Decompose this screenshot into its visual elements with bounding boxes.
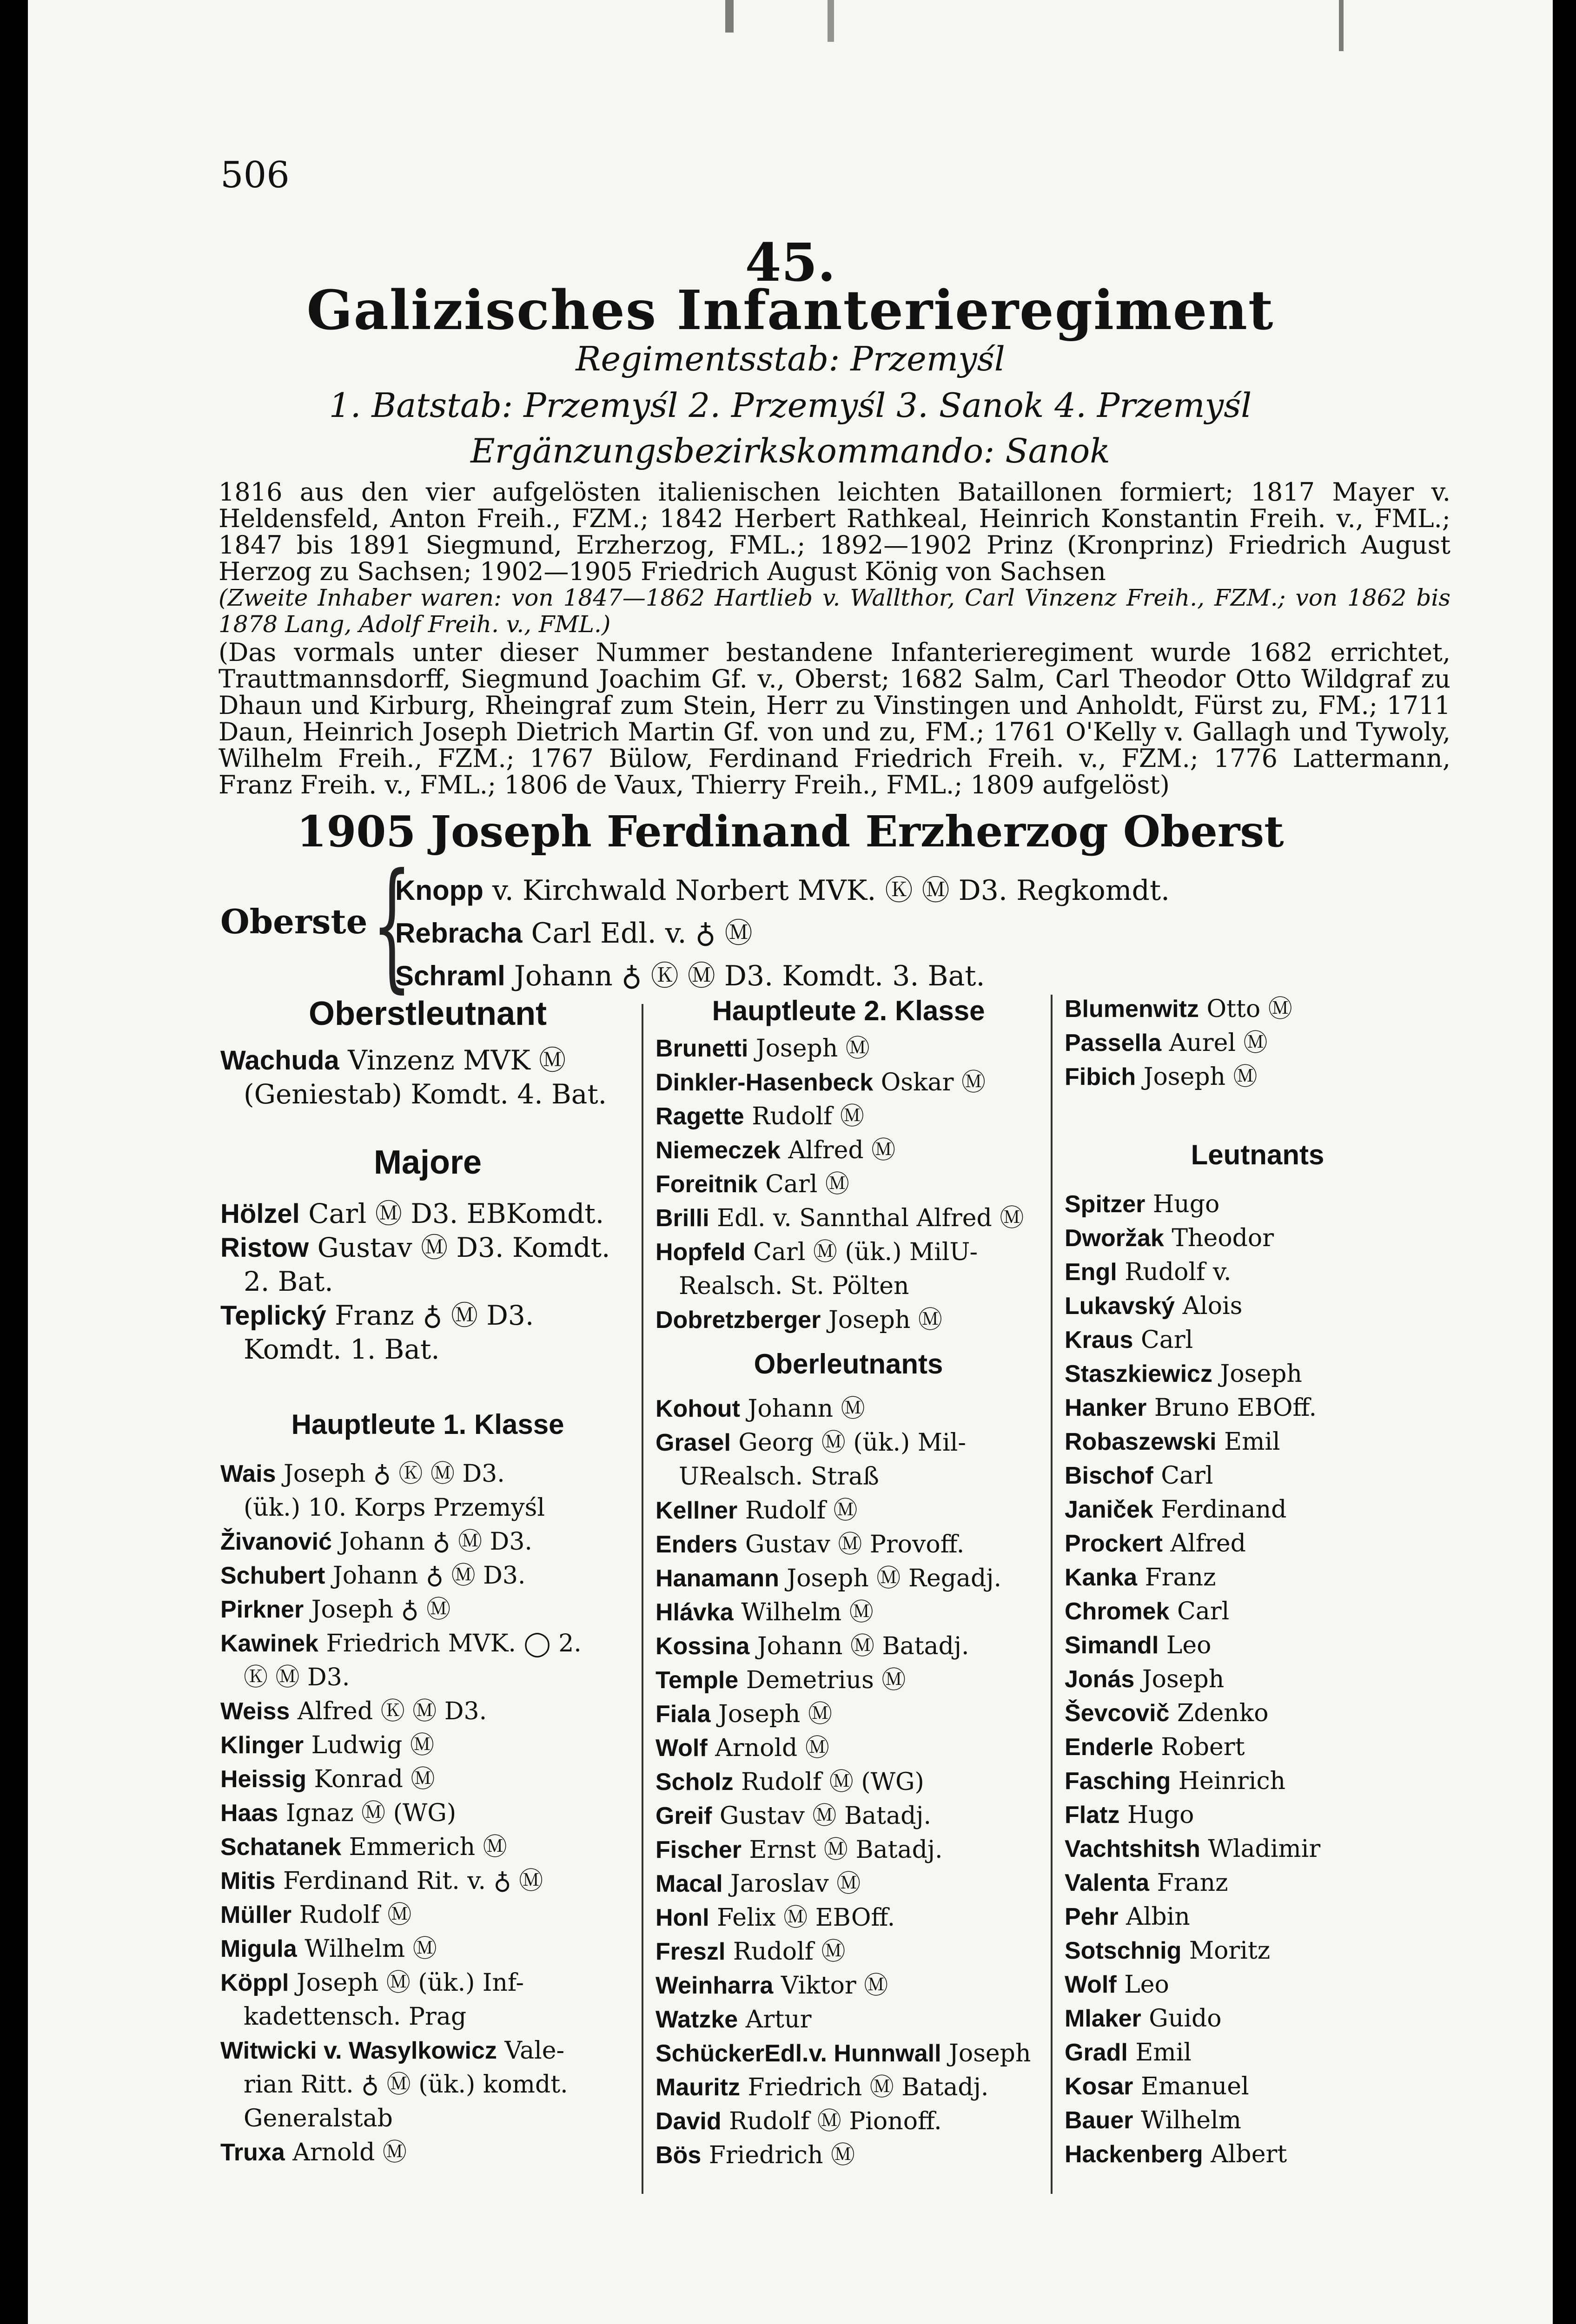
officer-details: Guido [1149,2005,1222,2033]
list-item [220,1763,435,1796]
officer-details: Rudolf v. [1125,1258,1232,1286]
list-item [1065,2070,1249,2104]
officer-details: Rudolf Ⓜ Pionoff. [729,2107,942,2135]
list-item [656,1697,832,1731]
officer-details: Albin [1126,1903,1190,1931]
officer-name: Mauritz [656,2074,740,2101]
list-item [656,1833,943,1867]
officer-name: Sotschnig [1065,1937,1182,1964]
officer-details: Alfred Ⓜ [788,1136,896,1164]
officer-name: Chromek [1065,1598,1170,1625]
officer-name: Brilli [656,1205,709,1232]
officer-details: Artur [745,2006,812,2034]
officer-details: Carl Ⓜ D3. EBKomdt. [308,1198,604,1229]
officer-details: Franz [1157,1869,1228,1897]
former-regiment-paragraph: (Das vormals unter dieser Nummer bestandene Infanterieregiment wurde 1682 errichtet, Trauttmannsdorff, Siegmund Joachim Gf. v., Oberst; 1682 Salm, Carl Theodor Otto Wildgraf zu Dhaun und Kirburg, Rheingraf zum Stein, Herr zu Vinstingen und Anholdt, Fürst zu, FM.; 1711 Daun, Heinrich Joseph Dietrich Martin Gf. von und zu, FM.; 1761 O'Kelly v. Gallagh und Tywoly, Wilhelm Freih., FZM.; 1767 Bülow, Ferdinand Friedrich Freih. v., FZM.; 1776 Lattermann, Franz Freih. v., FML.; 1806 de Vaux, Thierry Freih., FML.; 1809 aufgelöst) [219,638,1450,799]
officer-name: Kossina [656,1633,750,1660]
list-item [656,1066,986,1100]
officer-name: SchückerEdl.v. Hunnwall [656,2040,941,2067]
list-item [220,2034,564,2068]
list-item [656,1969,888,2003]
officer-details: rian Ritt. ♁ Ⓜ (ük.) komdt. [244,2071,568,2099]
officer-details: Emmerich Ⓜ [349,1833,507,1861]
list-item [656,2139,855,2172]
officer-name: Spitzer [1065,1191,1146,1218]
officer-name: Hanamann [656,1565,779,1592]
list-item [1065,1060,1258,1094]
officer-details: (ük.) 10. Korps Przemyśl [244,1494,545,1522]
oberst-details: v. Kirchwald Norbert MVK. Ⓚ Ⓜ D3. Regkomdt. [492,874,1170,907]
list-item [220,1796,456,1830]
list-item [220,1197,604,1231]
officer-details: Joseph Ⓜ [718,1700,832,1728]
officer-details: Ferdinand Rit. v. ♁ Ⓜ [283,1867,543,1895]
list-item [1065,1026,1268,1060]
officer-name: Kosar [1065,2073,1133,2100]
officer-name: Hopfeld [656,1239,746,1266]
officer-details: Carl Ⓜ (ük.) MilU- [753,1238,978,1266]
list-item [656,1867,861,1901]
officer-name: Foreitnik [656,1171,758,1198]
officer-details: Ernst Ⓜ Batadj. [749,1836,943,1864]
officer-details: Joseph ♁ Ⓚ Ⓜ D3. [283,1460,505,1488]
recruiting-district-line: Ergänzungsbezirkskommando: Sanok [470,431,1110,470]
list-item [1065,1900,1190,1934]
list-item [656,1630,969,1664]
list-item [220,1627,582,1661]
officer-details: Leo [1166,1631,1212,1659]
list-item [656,2003,811,2037]
officer-name: Hlávka [656,1599,734,1626]
officer-details: Konrad Ⓜ [314,1765,435,1793]
list-item [656,1134,895,1168]
officer-details: 2. Bat. [244,1266,333,1297]
list-item [220,1830,507,1864]
list-item [244,1077,607,1111]
officer-name: Fibich [1065,1063,1136,1090]
list-item [1065,1289,1242,1323]
list-item [656,1100,864,1134]
officer-details: Wladimir [1208,1835,1321,1863]
regiment-title: Galizisches Infanterieregiment [306,279,1274,342]
list-item [220,1695,487,1729]
section-title-majore: Majore [373,1144,482,1181]
officer-name: Truxa [220,2139,285,2166]
officer-name: Dobretzberger [656,1307,821,1334]
section-title-hauptleute-1: Hauptleute 1. Klasse [291,1409,564,1440]
officer-details: Johann ♁ Ⓜ D3. [332,1562,526,1590]
officer-name: Grasel [656,1429,731,1456]
officer-details: Franz ♁ Ⓜ D3. [335,1300,534,1331]
officer-name: Weinharra [656,1972,774,1999]
officer-name: Scholz [656,1769,734,1796]
officer-name: Valenta [1065,1869,1150,1896]
list-item [1065,1561,1216,1595]
list-item [1065,1188,1219,1221]
officer-details: Ignaz Ⓜ (WG) [285,1799,457,1827]
column-divider [1051,995,1053,2194]
officer-name: Engl [1065,1259,1117,1286]
list-item [1065,2104,1241,2138]
list-item [1065,2036,1192,2070]
officer-details: Emil [1135,2039,1192,2067]
officer-name: Watzke [656,2006,738,2033]
officer-details: Bruno EBOff. [1154,1394,1317,1422]
officer-name: Teplický [220,1301,326,1331]
officer-name: Niemeczek [656,1137,781,1164]
list-item [1065,1629,1211,1663]
officer-name: Bauer [1065,2107,1133,2134]
list-item [656,1494,857,1528]
officer-details: Friedrich Ⓜ [709,2141,855,2169]
list-item [656,1765,924,1799]
officer-name: Kraus [1065,1327,1133,1353]
list-item [1065,1798,1194,1832]
officer-details: kadettensch. Prag [244,2003,467,2031]
list-item [244,1661,350,1695]
list-item [1065,1832,1320,1866]
oberst-name: Knopp [395,875,483,906]
regimental-staff-line: Regimentsstab: Przemyśl [576,339,1005,378]
officer-name: Enders [656,1531,738,1558]
list-item [1065,1323,1193,1357]
officer-name: Köppl [220,1969,289,1996]
officer-details: Hugo [1127,1801,1194,1829]
officer-details: Gustav Ⓜ Provoff. [745,1531,965,1558]
officer-details: Johann Ⓜ [748,1395,865,1423]
officer-name: Jonás [1065,1666,1135,1693]
officer-details: Ⓚ Ⓜ D3. [244,1664,350,1691]
officer-details: Friedrich MVK. ◯ 2. [326,1630,582,1657]
officer-details: Felix Ⓜ EBOff. [717,1904,895,1932]
officer-details: (Geniestab) Komdt. 4. Bat. [244,1078,607,1110]
officer-name: Bischof [1065,1462,1153,1489]
officer-details: Heinrich [1178,1767,1286,1795]
officer-details: URealsch. Straß [679,1463,879,1491]
section-title-oberstleutnant: Oberstleutnant [308,995,547,1032]
officer-details: Wilhelm [1140,2106,1241,2134]
officer-name: Flatz [1065,1802,1120,1829]
list-item [1065,1221,1274,1255]
list-item [1065,1391,1317,1425]
list-item [1065,1459,1213,1493]
officer-name: Klinger [220,1732,304,1759]
officer-name: Živanović [220,1528,332,1555]
officer-details: Joseph Ⓜ (ük.) Inf- [296,1969,524,1997]
list-item [1065,1730,1245,1764]
officer-name: Migula [220,1935,297,1962]
officer-name: Hanker [1065,1394,1147,1421]
list-item [1065,1934,1270,1968]
officer-name: Fasching [1065,1768,1171,1795]
officer-name: Dworžak [1065,1225,1164,1252]
officer-details: Joseph ♁ Ⓜ [311,1596,451,1624]
officer-name: Enderle [1065,1734,1153,1761]
officer-details: Joseph Ⓜ [828,1306,942,1334]
oberst-entry [395,954,985,994]
officer-details: Edl. v. Sannthal Alfred Ⓜ [717,1204,1024,1232]
officer-details: Joseph Ⓜ [755,1035,870,1063]
oberst-details: Carl Edl. v. ♁ Ⓜ [531,917,753,950]
officer-name: Janiček [1065,1496,1153,1523]
officer-name: Honl [656,1904,709,1931]
oberst-name: Schraml [395,960,505,991]
list-item [656,1901,895,1935]
list-item [220,1966,524,2000]
list-item [656,1528,964,1562]
officer-details: Oskar Ⓜ [881,1069,986,1096]
officer-name: Schubert [220,1562,325,1589]
list-item [1065,1968,1169,2002]
officer-name: Greif [656,1802,712,1829]
oberst-name: Rebracha [395,918,523,949]
officer-details: Vinzenz MVK Ⓜ [348,1044,566,1076]
officer-name: Heissig [220,1766,306,1793]
list-item [656,1032,870,1066]
officer-details: Realsch. St. Pölten [679,1272,909,1300]
officer-name: Freszl [656,1938,726,1965]
list-item [1065,1595,1229,1629]
officer-details: Theodor [1172,1224,1274,1252]
list-item [244,1265,333,1299]
brace-icon: { [372,844,412,1006]
officer-details: Carl Ⓜ [765,1170,849,1198]
officer-details: Leo [1124,1971,1169,1999]
list-item [1065,1527,1246,1561]
list-item [244,2068,568,2102]
oberst-details: Johann ♁ Ⓚ Ⓜ D3. Komdt. 3. Bat. [514,960,985,992]
page-number: 506 [220,154,290,196]
list-item [1065,1866,1228,1900]
officer-name: Lukavský [1065,1293,1175,1320]
list-item [244,2102,393,2136]
list-item [220,1559,525,1593]
officer-name: Wolf [1065,1971,1117,1998]
column-divider [642,1004,643,2194]
officer-details: Carl [1161,1462,1213,1490]
list-item [656,1235,978,1269]
officer-name: Vachtshitsh [1065,1835,1200,1862]
officer-details: Joseph [1220,1360,1302,1388]
list-item [656,1426,966,1460]
officer-details: Georg Ⓜ (ük.) Mil- [738,1429,966,1457]
list-item [656,1392,865,1426]
officer-details: Alfred Ⓚ Ⓜ D3. [297,1697,487,1725]
list-item [220,2136,407,2170]
officer-details: Emanuel [1140,2073,1249,2100]
officer-details: Otto Ⓜ [1206,995,1292,1023]
officer-details: Rudolf Ⓜ [745,1497,858,1525]
officer-details: Emil [1224,1428,1280,1456]
officer-details: Hugo [1152,1190,1220,1218]
list-item [1065,1357,1302,1391]
officer-details: Rudolf Ⓜ [299,1901,412,1929]
officer-details: Wilhelm Ⓜ [741,1598,874,1626]
oberste-label: Oberste [220,902,368,941]
officer-name: Schatanek [220,1834,342,1861]
officer-details: Joseph Ⓜ Regadj. [787,1565,1001,1592]
officer-details: Wilhelm Ⓜ [305,1935,437,1963]
officer-details: Carl [1177,1598,1230,1625]
officer-details: Demetrius Ⓜ [746,1666,906,1694]
list-item [1065,1425,1280,1459]
officer-details: Arnold Ⓜ [292,2139,407,2166]
officer-name: Hackenberg [1065,2141,1203,2168]
oberst-entry [395,868,1170,908]
list-item [656,1596,874,1630]
officer-details: Gustav Ⓜ D3. Komdt. [317,1232,610,1263]
list-item [656,1202,1024,1235]
scan-mark [1339,0,1344,51]
officer-name: Haas [220,1800,278,1827]
officer-details: Joseph Ⓜ [1143,1063,1258,1091]
officer-details: Robert [1161,1733,1245,1761]
list-item [679,1269,909,1303]
document-page [28,0,1553,2324]
officer-name: Blumenwitz [1065,996,1199,1023]
section-title-hauptleute-2: Hauptleute 2. Klasse [712,995,985,1026]
list-item [656,1935,845,1969]
officer-details: Alois [1182,1292,1243,1320]
list-item [656,1562,1001,1596]
list-item [1065,1255,1232,1289]
officer-details: Aurel Ⓜ [1169,1029,1268,1057]
officer-name: Ševcovič [1065,1700,1170,1727]
list-item [220,1898,411,1932]
list-item [679,1460,879,1494]
regiment-chief: 1905 Joseph Ferdinand Erzherzog Oberst [297,806,1284,857]
history-paragraph: 1816 aus den vier aufgelösten italienischen leichten Bataillonen formiert; 1817 Mayer v. Heldensfeld, Anton Freih., FZM.; 1842 Herbert Rathkeal, Heinrich Konstantin Freih. v., FML.; 1847 bis 1891 Siegmund, Erzherzog, FML.; 1892—1902 Prinz (Kronprinz) Friedrich August Herzog zu Sachsen; 1902—1905 Friedrich August König von Sachsen [219,477,1450,586]
list-item [244,1333,440,1367]
officer-details: Joseph [949,2040,1031,2067]
officer-name: Wachuda [220,1045,339,1076]
officer-name: Passella [1065,1030,1162,1056]
list-item [1065,2138,1287,2172]
list-item [220,1729,434,1763]
list-item [1065,1764,1285,1798]
list-item [656,1731,829,1765]
officer-name: Macal [656,1870,723,1897]
officer-name: Witwicki v. Wasylkowicz [220,2037,497,2064]
list-item [1065,1697,1269,1730]
list-item [244,1491,545,1525]
officer-details: Johann Ⓜ Batadj. [757,1632,969,1660]
officer-details: Arnold Ⓜ [715,1734,829,1762]
scan-mark [725,0,734,33]
officer-details: Vale- [504,2037,565,2065]
officer-name: Temple [656,1667,739,1694]
list-item [656,2037,1031,2071]
officer-details: Franz [1145,1564,1216,1591]
officer-details: Friedrich Ⓜ Batadj. [748,2073,989,2101]
officer-details: Komdt. 1. Bat. [244,1334,440,1365]
section-title-leutnants: Leutnants [1191,1139,1324,1170]
officer-name: Fiala [656,1701,711,1728]
list-item [656,1303,942,1337]
officer-name: David [656,2108,722,2135]
list-item [656,1799,931,1833]
officer-name: Pehr [1065,1903,1119,1930]
officer-details: Generalstab [244,2105,393,2133]
officer-name: Kohout [656,1395,740,1422]
list-item [1065,2002,1222,2036]
officer-name: Kanka [1065,1564,1138,1591]
list-item [244,2000,466,2034]
officer-name: Weiss [220,1698,290,1725]
officer-details: Gustav Ⓜ Batadj. [719,1802,932,1830]
list-item [220,1593,450,1627]
officer-details: Ferdinand [1161,1496,1287,1524]
officer-name: Kawinek [220,1630,318,1657]
officer-name: Müller [220,1901,292,1928]
officer-name: Fischer [656,1836,742,1863]
scan-mark [828,0,834,42]
officer-details: Joseph [1142,1665,1225,1693]
officer-details: Rudolf Ⓜ [752,1103,864,1130]
officer-name: Robaszewski [1065,1428,1217,1455]
regiment-number: 45. [745,232,836,293]
list-item [220,1932,437,1966]
list-item [656,1168,849,1202]
officer-details: Rudolf Ⓜ (WG) [741,1768,924,1796]
officer-name: Mlaker [1065,2005,1141,2032]
list-item [1065,1493,1286,1527]
list-item [656,2105,942,2139]
list-item [220,1457,505,1491]
officer-details: Zdenko [1177,1699,1269,1727]
list-item [220,1043,566,1077]
officer-name: Simandl [1065,1632,1159,1659]
officer-name: Mitis [220,1868,276,1895]
battalion-staff-line: 1. Batstab: Przemyśl 2. Przemyśl 3. Sanok 4. Przemyśl [329,386,1252,425]
officer-details: Rudolf Ⓜ [733,1938,846,1966]
officer-name: Brunetti [656,1035,748,1062]
officer-name: Ragette [656,1103,744,1130]
list-item [1065,1663,1224,1697]
officer-name: Pirkner [220,1596,304,1623]
officer-details: Jaroslav Ⓜ [730,1870,861,1898]
officer-details: Albert [1211,2140,1287,2168]
second-owners-paragraph: (Zweite Inhaber waren: von 1847—1862 Hartlieb v. Wallthor, Carl Vinzenz Freih., FZM.; von 1862 bis 1878 Lang, Adolf Freih. v., FML.) [219,584,1450,638]
list-item [220,1525,532,1559]
officer-name: Wais [220,1460,276,1487]
list-item [656,1664,906,1697]
list-item [220,1231,610,1265]
officer-name: Gradl [1065,2039,1128,2066]
officer-name: Wolf [656,1735,708,1762]
oberst-entry [395,911,753,951]
officer-details: Johann ♁ Ⓜ D3. [339,1528,532,1556]
section-title-oberleutnants: Oberleutnants [754,1348,943,1380]
officer-details: Moritz [1189,1937,1271,1965]
list-item [220,1864,543,1898]
officer-name: Kellner [656,1497,738,1524]
officer-details: Ludwig Ⓜ [311,1731,434,1759]
officer-name: Dinkler-Hasenbeck [656,1069,874,1096]
officer-details: Alfred [1170,1530,1246,1558]
officer-name: Prockert [1065,1530,1163,1557]
list-item [1065,992,1292,1026]
officer-name: Ristow [220,1233,309,1263]
officer-name: Hölzel [220,1199,300,1229]
list-item [220,1299,534,1333]
officer-name: Staszkiewicz [1065,1360,1212,1387]
list-item [656,2071,988,2105]
officer-details: Viktor Ⓜ [781,1972,888,2000]
officer-name: Bös [656,2142,702,2169]
officer-details: Carl [1140,1326,1193,1354]
